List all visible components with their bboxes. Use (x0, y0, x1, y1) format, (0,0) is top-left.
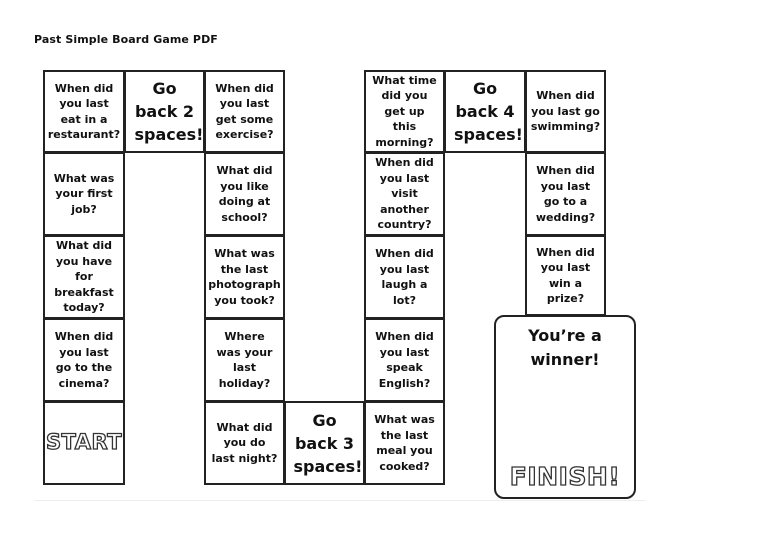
square-c1r2 (43, 152, 125, 236)
square-text: Go back 4 spaces! (454, 79, 523, 144)
square-c7r1 (525, 70, 606, 153)
square-c5r2 (364, 152, 445, 236)
square-text: Go back 3 spaces! (293, 410, 363, 476)
square-text: When did you last visit another country? (375, 156, 434, 232)
square-text: When did you last get some exercise? (215, 81, 274, 141)
finish-label: FINISH! (509, 462, 621, 491)
square-c3r2 (204, 152, 285, 236)
square-c5r5 (364, 401, 445, 485)
square-c7r3 (525, 235, 606, 316)
square-c5r1 (364, 70, 445, 153)
winner-message: You’re a winner! (528, 326, 602, 369)
square-text: Where was your last holiday? (216, 330, 273, 390)
square-text: When did you last win a prize? (536, 245, 595, 305)
page-divider (34, 500, 646, 501)
square-text: What was the last photograph you took? (208, 247, 281, 307)
square-c5r4 (364, 318, 445, 402)
square-text: What did you do last night? (211, 420, 278, 465)
square-c3r3 (204, 235, 285, 319)
square-text: What was your first job? (53, 171, 115, 216)
square-c1r3 (43, 235, 125, 319)
square-text: When did you last eat in a restaurant? (47, 81, 121, 141)
square-c3r1 (204, 70, 285, 153)
square-c3r5 (204, 401, 285, 485)
square-text: What did you have for breakfast today? (54, 239, 114, 315)
square-text: When did you last go to a wedding? (535, 164, 596, 224)
start-label: START (45, 430, 123, 455)
finish-square (494, 315, 636, 499)
page-title: Past Simple Board Game PDF (34, 33, 218, 46)
square-c6r1 (444, 70, 526, 153)
square-text: When did you last go to the cinema? (54, 330, 114, 390)
square-c1r1 (43, 70, 125, 153)
square-text: What time did you get up this morning? (372, 73, 437, 149)
square-text: When did you last speak English? (375, 330, 434, 390)
start-square (43, 401, 125, 485)
square-c4r5 (284, 401, 365, 485)
square-text: What did you like doing at school? (216, 164, 273, 224)
square-text: Go back 2 spaces! (134, 79, 204, 144)
square-text: When did you last laugh a lot? (375, 247, 434, 307)
square-c5r3 (364, 235, 445, 319)
square-c3r4 (204, 318, 285, 402)
square-c7r2 (525, 152, 606, 236)
square-text: What was the last meal you cooked? (374, 413, 435, 473)
square-text: When did you last go swimming? (530, 89, 601, 134)
square-c1r4 (43, 318, 125, 402)
square-c2r1 (124, 70, 205, 153)
